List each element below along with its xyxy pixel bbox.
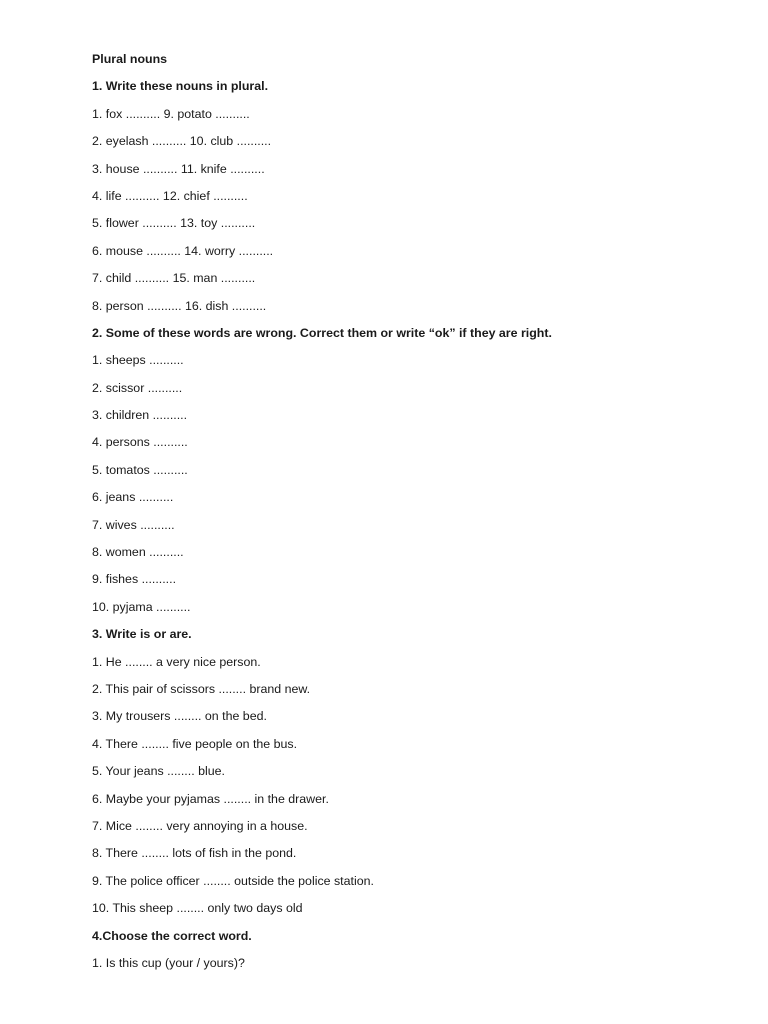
section-2 [92,322,732,623]
section-heading: 1. Write these nouns in plural. [92,79,269,94]
exercise-item: 9. The police officer ........ outside the police station. [92,873,374,888]
exercise-item: 3. house .......... 11. knife .......... [92,161,265,176]
exercise-item: 5. Your jeans ........ blue. [92,764,225,779]
section-heading: 3. Write is or are. [92,627,192,642]
section-heading: 4.Choose the correct word. [92,928,252,943]
exercise-item: 4. There ........ five people on the bus. [92,736,298,751]
exercise-item: 8. person .......... 16. dish .......... [92,298,267,313]
exercise-item: 2. eyelash .......... 10. club .......... [92,134,272,149]
exercise-item: 4. life .......... 12. chief .......... [92,188,248,203]
exercise-item: 1. He ........ a very nice person. [92,654,261,669]
exercise-item: 7. Mice ........ very annoying in a house. [92,818,308,833]
exercise-item: 6. mouse .......... 14. worry .......... [92,243,274,258]
section-1 [92,75,732,322]
exercise-item: 9. fishes .......... [92,572,177,587]
section-3 [92,623,732,924]
exercise-item: 10. This sheep ........ only two days old [92,901,303,916]
page-title: Plural nouns [92,52,168,66]
section-heading: 2. Some of these words are wrong. Correct them or write “ok” if they are right. [92,325,552,340]
section-4 [92,925,732,980]
exercise-item: 3. My trousers ........ on the bed. [92,709,267,724]
exercise-item: 5. flower .......... 13. toy .......... [92,216,256,231]
exercise-item: 1. fox .......... 9. potato .......... [92,106,250,121]
worksheet-page [92,48,732,979]
exercise-item: 7. wives .......... [92,517,175,532]
exercise-item: 1. sheeps .......... [92,353,184,368]
exercise-item: 6. Maybe your pyjamas ........ in the drawer. [92,791,329,806]
exercise-item: 8. women .......... [92,545,184,560]
exercise-item: 7. child .......... 15. man .......... [92,271,256,286]
exercise-item: 10. pyjama .......... [92,599,191,614]
exercise-item: 2. scissor .......... [92,380,183,395]
exercise-item: 5. tomatos .......... [92,462,188,477]
exercise-item: 3. children .......... [92,408,188,423]
exercise-item: 2. This pair of scissors ........ brand new. [92,681,311,696]
exercise-item: 1. Is this cup (your / yours)? [92,955,245,970]
exercise-item: 8. There ........ lots of fish in the pond. [92,846,297,861]
exercise-item: 6. jeans .......... [92,490,174,505]
exercise-item: 4. persons .......... [92,435,188,450]
